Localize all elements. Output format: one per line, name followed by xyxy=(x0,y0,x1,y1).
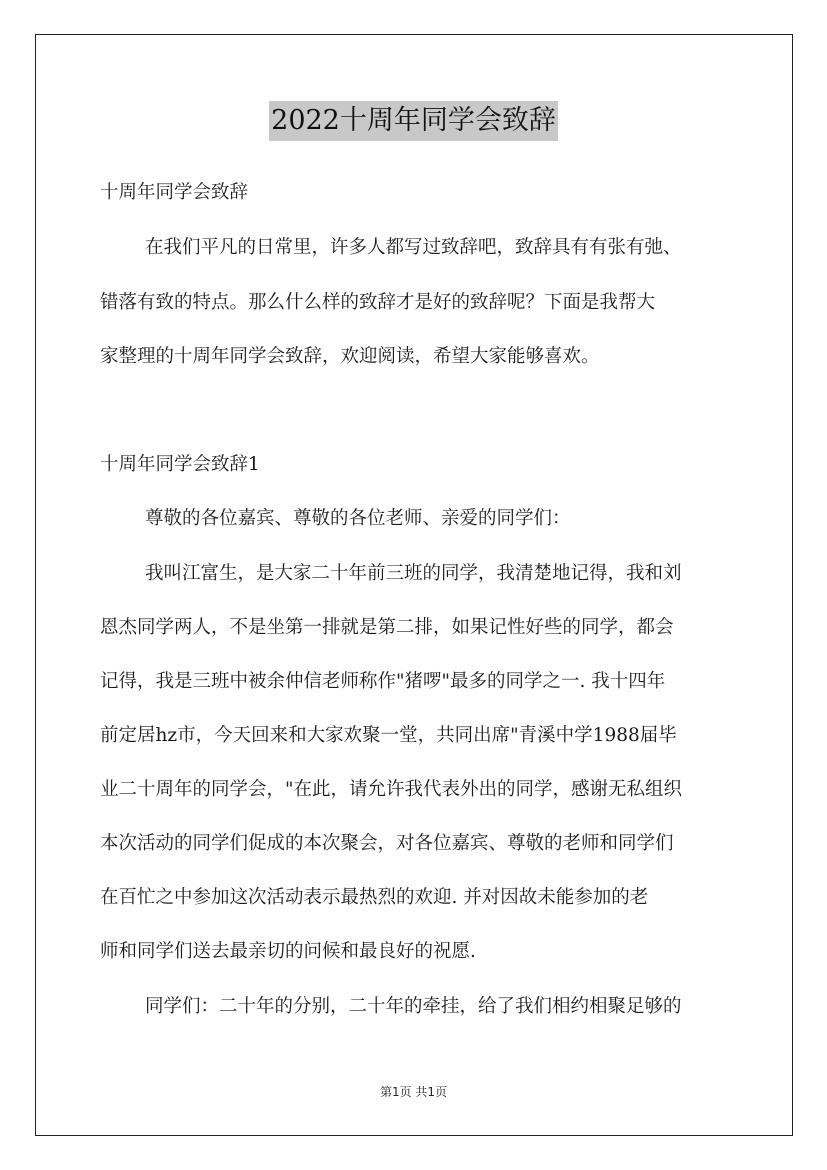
page-number: 第1页 共1页 xyxy=(379,1085,448,1099)
paragraph-line: 我叫江富生，是大家二十年前三班的同学，我清楚地记得，我和刘 xyxy=(145,563,682,584)
paragraph-line: 在百忙之中参加这次活动表示最热烈的欢迎. 并对因故未能参加的老 xyxy=(100,887,649,908)
paragraph-line: 本次活动的同学们促成的本次聚会，对各位嘉宾、尊敬的老师和同学们 xyxy=(100,833,674,854)
paragraph-line: 同学们：二十年的分别，二十年的牵挂，给了我们相约相聚足够的 xyxy=(145,996,682,1017)
paragraph-line: 尊敬的各位嘉宾、尊敬的各位老师、亲爱的同学们： xyxy=(145,508,571,529)
title-container xyxy=(0,101,827,141)
section-heading: 十周年同学会致辞1 xyxy=(100,454,260,475)
paragraph-line: 业二十周年的同学会，"在此，请允许我代表外出的同学，感谢无私组织 xyxy=(100,779,683,800)
paragraph-line: 错落有致的特点。那么什么样的致辞才是好的致辞呢？下面是我帮大 xyxy=(100,292,656,313)
paragraph-line: 在我们平凡的日常里，许多人都写过致辞吧，致辞具有有张有弛、 xyxy=(145,237,682,258)
document-title: 2022十周年同学会致辞 xyxy=(269,101,558,141)
paragraph-line: 前定居hz市，今天回来和大家欢聚一堂，共同出席"青溪中学1988届毕 xyxy=(100,725,677,746)
section-heading: 十周年同学会致辞 xyxy=(100,182,249,203)
paragraph-line: 恩杰同学两人，不是坐第一排就是第二排，如果记性好些的同学，都会 xyxy=(100,617,674,638)
paragraph-line: 师和同学们送去最亲切的问候和最良好的祝愿. xyxy=(100,941,476,962)
paragraph-line: 记得，我是三班中被余仲信老师称作"猪啰"最多的同学之一. 我十四年 xyxy=(100,671,666,692)
paragraph-line: 家整理的十周年同学会致辞，欢迎阅读，希望大家能够喜欢。 xyxy=(100,346,600,367)
